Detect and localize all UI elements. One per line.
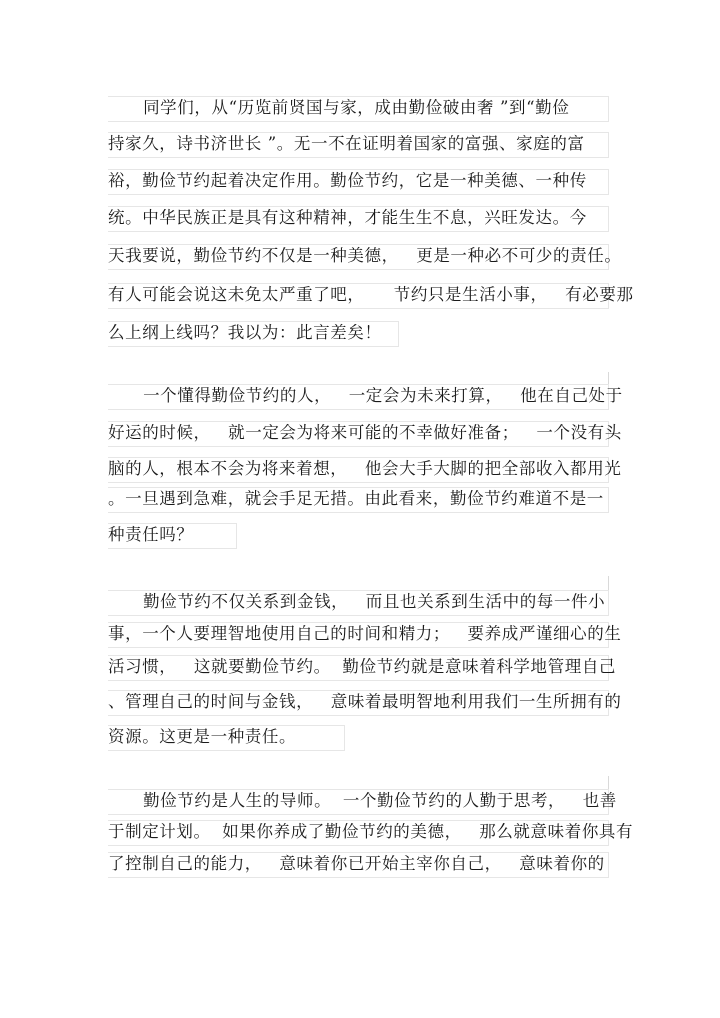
paragraph-line: 统。中华民族正是具有这种精神，才能生生不息，兴旺发达。今 [108,208,587,227]
paragraph-line: 种责任吗？ [108,525,194,544]
paragraph-line: 同学们，从“历览前贤国与家，成由勤俭破由奢 ”到“勤俭 [108,98,570,117]
paragraph-line: 么上纲上线吗？我以为：此言差矣！ [108,323,382,342]
paragraph-line: 、管理自己的时间与金钱， 意味着最明智地利用我们一生所拥有的 [108,692,622,711]
paragraph-line: 资源。这更是一种责任。 [108,727,297,746]
paragraph-line: 天我要说，勤俭节约不仅是一种美德， 更是一种必不可少的责任。 [108,246,622,265]
paragraph-line: 。一旦遇到急难，就会手足无措。由此看来，勤俭节约难道不是一 [108,489,604,508]
paragraph-line: 有人可能会说这未免太严重了吧， 节约只是生活小事， 有必要那 [108,285,634,304]
paragraph-line: 勤俭节约不仅关系到金钱， 而且也关系到生活中的每一件小 [108,592,606,611]
paragraph-line: 事，一个人要理智地使用自己的时间和精力； 要养成严谨细心的生 [108,624,622,643]
paragraph-line: 活习惯， 这就要勤俭节约。 勤俭节约就是意味着科学地管理自己 [108,657,617,676]
paragraph-line: 了控制自己的能力， 意味着你已开始主宰你自己， 意味着你的 [108,854,605,873]
paragraph-line: 持家久，诗书济世长 ”。无一不在证明着国家的富强、家庭的富 [108,134,585,153]
paragraph-line: 勤俭节约是人生的导师。 一个勤俭节约的人勤于思考， 也善 [108,791,617,810]
paragraph-line: 于制定计划。 如果你养成了勤俭节约的美德， 那么就意味着你具有 [108,822,634,841]
paragraph-line: 裕，勤俭节约起着决定作用。勤俭节约，它是一种美德、一种传 [108,171,587,190]
paragraph-line: 一个懂得勤俭节约的人， 一定会为未来打算， 他在自己处于 [108,386,623,405]
paragraph-line: 好运的时候， 就一定会为将来可能的不幸做好准备； 一个没有头 [108,423,622,442]
paragraph-line: 脑的人，根本不会为将来着想， 他会大手大脚的把全部收入都用光 [108,459,622,478]
